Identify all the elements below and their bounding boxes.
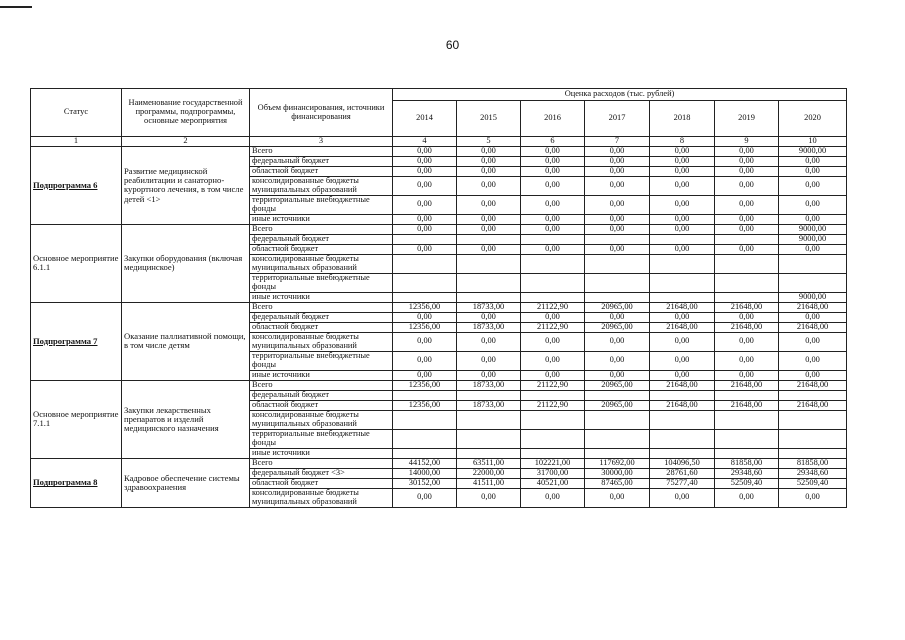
column-number: 5 xyxy=(457,137,521,147)
amount-cell: 0,00 xyxy=(715,224,779,234)
amount-cell: 0,00 xyxy=(457,224,521,234)
amount-cell: 21648,00 xyxy=(715,302,779,312)
status-cell: Подпрограмма 6 xyxy=(31,146,122,224)
amount-cell xyxy=(521,234,585,244)
funding-source-cell: областной бюджет xyxy=(250,322,393,332)
amount-cell xyxy=(457,448,521,458)
amount-cell: 0,00 xyxy=(521,166,585,176)
amount-cell: 21648,00 xyxy=(650,380,715,390)
amount-cell: 0,00 xyxy=(457,244,521,254)
amount-cell xyxy=(521,390,585,400)
top-rule xyxy=(0,6,32,8)
amount-cell: 0,00 xyxy=(715,488,779,507)
amount-cell: 0,00 xyxy=(457,166,521,176)
amount-cell: 0,00 xyxy=(393,370,457,380)
amount-cell: 31700,00 xyxy=(521,468,585,478)
amount-cell: 18733,00 xyxy=(457,322,521,332)
amount-cell: 0,00 xyxy=(650,244,715,254)
program-name-cell: Закупки лекарственных препаратов и изделий медицинского назначения xyxy=(122,380,250,458)
amount-cell: 21648,00 xyxy=(650,302,715,312)
amount-cell: 0,00 xyxy=(521,370,585,380)
amount-cell: 0,00 xyxy=(521,332,585,351)
amount-cell: 18733,00 xyxy=(457,400,521,410)
amount-cell: 9000,00 xyxy=(779,224,847,234)
header-source: Объем финансирования, источники финансирования xyxy=(250,89,393,137)
amount-cell: 0,00 xyxy=(585,351,650,370)
amount-cell: 12356,00 xyxy=(393,322,457,332)
column-number: 9 xyxy=(715,137,779,147)
amount-cell: 0,00 xyxy=(457,156,521,166)
amount-cell: 0,00 xyxy=(715,351,779,370)
amount-cell xyxy=(585,292,650,302)
amount-cell: 21648,00 xyxy=(650,322,715,332)
status-cell: Основное мероприятие 7.1.1 xyxy=(31,380,122,458)
column-number: 7 xyxy=(585,137,650,147)
amount-cell: 0,00 xyxy=(650,214,715,224)
amount-cell xyxy=(521,292,585,302)
amount-cell: 12356,00 xyxy=(393,400,457,410)
amount-cell: 40521,00 xyxy=(521,478,585,488)
program-name-cell: Оказание паллиативной помощи, в том числе детям xyxy=(122,302,250,380)
amount-cell: 0,00 xyxy=(457,312,521,322)
amount-cell: 21648,00 xyxy=(715,400,779,410)
funding-source-cell: федеральный бюджет xyxy=(250,312,393,322)
table-row xyxy=(31,302,847,312)
amount-cell: 0,00 xyxy=(457,195,521,214)
amount-cell: 0,00 xyxy=(585,146,650,156)
amount-cell xyxy=(715,234,779,244)
amount-cell: 21648,00 xyxy=(715,322,779,332)
amount-cell: 9000,00 xyxy=(779,146,847,156)
amount-cell xyxy=(521,448,585,458)
amount-cell xyxy=(585,234,650,244)
program-name-cell: Закупки оборудования (включая медицинское) xyxy=(122,224,250,302)
amount-cell: 117692,00 xyxy=(585,458,650,468)
amount-cell xyxy=(457,254,521,273)
amount-cell: 29348,60 xyxy=(779,468,847,478)
funding-source-cell: консолидированные бюджеты муниципальных образований xyxy=(250,488,393,507)
amount-cell xyxy=(779,448,847,458)
amount-cell: 102221,00 xyxy=(521,458,585,468)
amount-cell xyxy=(521,254,585,273)
amount-cell xyxy=(779,429,847,448)
amount-cell: 0,00 xyxy=(393,156,457,166)
funding-source-cell: областной бюджет xyxy=(250,478,393,488)
amount-cell: 0,00 xyxy=(393,176,457,195)
amount-cell: 0,00 xyxy=(457,332,521,351)
header-numbers-row xyxy=(31,137,847,147)
amount-cell: 0,00 xyxy=(521,214,585,224)
amount-cell xyxy=(393,410,457,429)
amount-cell: 18733,00 xyxy=(457,302,521,312)
amount-cell: 0,00 xyxy=(779,156,847,166)
column-number: 2 xyxy=(122,137,250,147)
amount-cell: 0,00 xyxy=(650,166,715,176)
funding-source-cell: иные источники xyxy=(250,448,393,458)
amount-cell: 0,00 xyxy=(457,176,521,195)
amount-cell xyxy=(521,410,585,429)
amount-cell: 22000,00 xyxy=(457,468,521,478)
amount-cell xyxy=(715,448,779,458)
amount-cell: 21648,00 xyxy=(650,400,715,410)
amount-cell: 44152,00 xyxy=(393,458,457,468)
amount-cell: 81858,00 xyxy=(715,458,779,468)
amount-cell xyxy=(393,254,457,273)
amount-cell: 41511,00 xyxy=(457,478,521,488)
amount-cell: 0,00 xyxy=(650,488,715,507)
amount-cell: 0,00 xyxy=(715,156,779,166)
funding-source-cell: федеральный бюджет <3> xyxy=(250,468,393,478)
amount-cell: 0,00 xyxy=(585,312,650,322)
amount-cell xyxy=(650,448,715,458)
amount-cell xyxy=(393,448,457,458)
funding-source-cell: консолидированные бюджеты муниципальных образований xyxy=(250,410,393,429)
amount-cell: 0,00 xyxy=(393,351,457,370)
amount-cell: 0,00 xyxy=(521,195,585,214)
amount-cell: 14000,00 xyxy=(393,468,457,478)
amount-cell: 0,00 xyxy=(585,244,650,254)
amount-cell: 0,00 xyxy=(585,332,650,351)
amount-cell: 0,00 xyxy=(650,156,715,166)
amount-cell xyxy=(457,234,521,244)
amount-cell: 0,00 xyxy=(393,244,457,254)
amount-cell: 0,00 xyxy=(393,214,457,224)
funding-source-cell: консолидированные бюджеты муниципальных образований xyxy=(250,176,393,195)
amount-cell: 87465,00 xyxy=(585,478,650,488)
funding-source-cell: иные источники xyxy=(250,370,393,380)
amount-cell: 0,00 xyxy=(585,224,650,234)
page-number: 60 xyxy=(445,38,460,52)
column-number: 4 xyxy=(393,137,457,147)
funding-source-cell: областной бюджет xyxy=(250,244,393,254)
amount-cell xyxy=(650,292,715,302)
amount-cell: 0,00 xyxy=(457,214,521,224)
amount-cell: 21122,90 xyxy=(521,302,585,312)
amount-cell: 0,00 xyxy=(393,146,457,156)
column-number: 10 xyxy=(779,137,847,147)
amount-cell: 0,00 xyxy=(779,312,847,322)
funding-source-cell: федеральный бюджет xyxy=(250,156,393,166)
amount-cell xyxy=(650,390,715,400)
amount-cell: 12356,00 xyxy=(393,302,457,312)
amount-cell xyxy=(715,292,779,302)
amount-cell: 0,00 xyxy=(393,312,457,322)
amount-cell xyxy=(585,390,650,400)
amount-cell xyxy=(585,429,650,448)
amount-cell: 0,00 xyxy=(715,370,779,380)
amount-cell: 0,00 xyxy=(650,351,715,370)
amount-cell: 0,00 xyxy=(715,312,779,322)
amount-cell: 75277,40 xyxy=(650,478,715,488)
amount-cell: 0,00 xyxy=(779,488,847,507)
amount-cell: 0,00 xyxy=(457,351,521,370)
amount-cell: 0,00 xyxy=(715,195,779,214)
amount-cell xyxy=(715,410,779,429)
amount-cell: 52509,40 xyxy=(715,478,779,488)
amount-cell xyxy=(457,410,521,429)
amount-cell: 21648,00 xyxy=(715,380,779,390)
funding-source-cell: Всего xyxy=(250,146,393,156)
amount-cell: 0,00 xyxy=(585,166,650,176)
funding-source-cell: иные источники xyxy=(250,292,393,302)
funding-source-cell: областной бюджет xyxy=(250,166,393,176)
column-number: 1 xyxy=(31,137,122,147)
amount-cell: 0,00 xyxy=(393,166,457,176)
column-number: 6 xyxy=(521,137,585,147)
amount-cell: 30152,00 xyxy=(393,478,457,488)
amount-cell: 30000,00 xyxy=(585,468,650,478)
amount-cell: 28761,60 xyxy=(650,468,715,478)
program-name-cell: Кадровое обеспечение системы здравоохранения xyxy=(122,458,250,507)
status-cell: Подпрограмма 8 xyxy=(31,458,122,507)
amount-cell: 0,00 xyxy=(779,370,847,380)
table-row xyxy=(31,458,847,468)
table-row xyxy=(31,224,847,234)
status-cell: Подпрограмма 7 xyxy=(31,302,122,380)
amount-cell: 20965,00 xyxy=(585,322,650,332)
amount-cell: 9000,00 xyxy=(779,234,847,244)
header-estimate: Оценка расходов (тыс. рублей) xyxy=(393,89,847,101)
amount-cell: 52509,40 xyxy=(779,478,847,488)
amount-cell: 0,00 xyxy=(715,176,779,195)
amount-cell xyxy=(715,273,779,292)
funding-source-cell: Всего xyxy=(250,380,393,390)
header-year: 2020 xyxy=(779,101,847,137)
amount-cell: 0,00 xyxy=(393,488,457,507)
amount-cell xyxy=(650,234,715,244)
funding-source-cell: территориальные внебюджетные фонды xyxy=(250,273,393,292)
amount-cell: 0,00 xyxy=(650,176,715,195)
amount-cell: 0,00 xyxy=(715,166,779,176)
amount-cell xyxy=(779,390,847,400)
amount-cell xyxy=(521,429,585,448)
funding-source-cell: Всего xyxy=(250,302,393,312)
amount-cell: 0,00 xyxy=(779,332,847,351)
budget-table xyxy=(30,88,847,508)
amount-cell: 12356,00 xyxy=(393,380,457,390)
header-year: 2018 xyxy=(650,101,715,137)
amount-cell: 0,00 xyxy=(650,195,715,214)
amount-cell: 0,00 xyxy=(521,176,585,195)
amount-cell: 0,00 xyxy=(779,176,847,195)
amount-cell: 0,00 xyxy=(715,214,779,224)
amount-cell xyxy=(585,448,650,458)
funding-source-cell: Всего xyxy=(250,458,393,468)
amount-cell: 0,00 xyxy=(521,488,585,507)
status-cell: Основное мероприятие 6.1.1 xyxy=(31,224,122,302)
amount-cell xyxy=(715,429,779,448)
amount-cell xyxy=(393,429,457,448)
program-name-cell: Развитие медицинской реабилитации и санаторно-курортного лечения, в том числе детей <1> xyxy=(122,146,250,224)
amount-cell: 0,00 xyxy=(585,214,650,224)
amount-cell xyxy=(393,390,457,400)
funding-source-cell: консолидированные бюджеты муниципальных образований xyxy=(250,254,393,273)
funding-source-cell: территориальные внебюджетные фонды xyxy=(250,429,393,448)
amount-cell: 21122,90 xyxy=(521,400,585,410)
funding-source-cell: федеральный бюджет xyxy=(250,234,393,244)
table-row xyxy=(31,380,847,390)
amount-cell xyxy=(585,254,650,273)
header-year: 2017 xyxy=(585,101,650,137)
amount-cell: 21648,00 xyxy=(779,322,847,332)
amount-cell: 0,00 xyxy=(585,370,650,380)
amount-cell: 0,00 xyxy=(393,195,457,214)
column-number: 8 xyxy=(650,137,715,147)
amount-cell xyxy=(457,292,521,302)
amount-cell xyxy=(650,429,715,448)
amount-cell: 20965,00 xyxy=(585,302,650,312)
amount-cell xyxy=(457,273,521,292)
amount-cell: 21122,90 xyxy=(521,322,585,332)
amount-cell: 0,00 xyxy=(521,224,585,234)
amount-cell: 0,00 xyxy=(585,176,650,195)
funding-source-cell: иные источники xyxy=(250,214,393,224)
amount-cell: 0,00 xyxy=(521,312,585,322)
amount-cell: 0,00 xyxy=(393,332,457,351)
amount-cell: 21648,00 xyxy=(779,302,847,312)
amount-cell xyxy=(585,273,650,292)
header-program: Наименование государственной программы, подпрограммы, основные мероприятия xyxy=(122,89,250,137)
amount-cell: 0,00 xyxy=(521,244,585,254)
header-status: Статус xyxy=(31,89,122,137)
table-row xyxy=(31,146,847,156)
column-number: 3 xyxy=(250,137,393,147)
amount-cell xyxy=(521,273,585,292)
amount-cell: 21122,90 xyxy=(521,380,585,390)
amount-cell xyxy=(457,429,521,448)
amount-cell: 0,00 xyxy=(650,332,715,351)
amount-cell: 0,00 xyxy=(393,224,457,234)
amount-cell xyxy=(779,273,847,292)
amount-cell: 0,00 xyxy=(715,146,779,156)
amount-cell xyxy=(715,254,779,273)
amount-cell: 29348,60 xyxy=(715,468,779,478)
amount-cell: 0,00 xyxy=(457,488,521,507)
amount-cell: 0,00 xyxy=(521,156,585,166)
amount-cell: 0,00 xyxy=(585,195,650,214)
amount-cell: 0,00 xyxy=(650,370,715,380)
amount-cell: 104096,50 xyxy=(650,458,715,468)
amount-cell xyxy=(585,410,650,429)
amount-cell xyxy=(457,390,521,400)
amount-cell xyxy=(393,273,457,292)
amount-cell: 0,00 xyxy=(779,244,847,254)
funding-source-cell: консолидированные бюджеты муниципальных образований xyxy=(250,332,393,351)
amount-cell: 0,00 xyxy=(715,332,779,351)
funding-source-cell: федеральный бюджет xyxy=(250,390,393,400)
header-year: 2015 xyxy=(457,101,521,137)
amount-cell: 21648,00 xyxy=(779,380,847,390)
amount-cell: 0,00 xyxy=(779,214,847,224)
amount-cell: 0,00 xyxy=(650,224,715,234)
amount-cell: 0,00 xyxy=(585,156,650,166)
amount-cell: 0,00 xyxy=(650,312,715,322)
amount-cell: 20965,00 xyxy=(585,400,650,410)
amount-cell xyxy=(715,390,779,400)
header-year: 2016 xyxy=(521,101,585,137)
amount-cell: 21648,00 xyxy=(779,400,847,410)
amount-cell xyxy=(650,410,715,429)
amount-cell: 0,00 xyxy=(779,195,847,214)
funding-source-cell: областной бюджет xyxy=(250,400,393,410)
amount-cell: 0,00 xyxy=(715,244,779,254)
funding-source-cell: территориальные внебюджетные фонды xyxy=(250,351,393,370)
header-year: 2014 xyxy=(393,101,457,137)
amount-cell xyxy=(393,292,457,302)
amount-cell xyxy=(779,410,847,429)
funding-source-cell: территориальные внебюджетные фонды xyxy=(250,195,393,214)
amount-cell: 0,00 xyxy=(521,146,585,156)
amount-cell: 0,00 xyxy=(650,146,715,156)
amount-cell: 0,00 xyxy=(779,166,847,176)
amount-cell: 20965,00 xyxy=(585,380,650,390)
amount-cell: 9000,00 xyxy=(779,292,847,302)
amount-cell xyxy=(779,254,847,273)
amount-cell: 81858,00 xyxy=(779,458,847,468)
amount-cell: 0,00 xyxy=(585,488,650,507)
funding-source-cell: Всего xyxy=(250,224,393,234)
amount-cell: 0,00 xyxy=(457,370,521,380)
amount-cell xyxy=(393,234,457,244)
amount-cell: 63511,00 xyxy=(457,458,521,468)
amount-cell: 0,00 xyxy=(457,146,521,156)
header-year: 2019 xyxy=(715,101,779,137)
amount-cell xyxy=(650,273,715,292)
amount-cell: 0,00 xyxy=(521,351,585,370)
amount-cell: 0,00 xyxy=(779,351,847,370)
amount-cell: 18733,00 xyxy=(457,380,521,390)
amount-cell xyxy=(650,254,715,273)
